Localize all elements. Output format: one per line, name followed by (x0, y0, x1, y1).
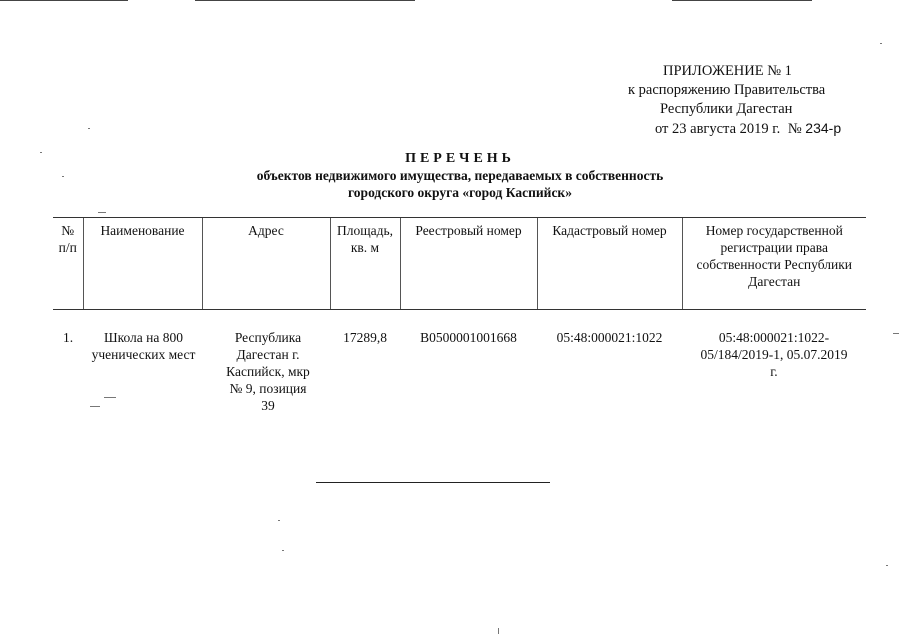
title-main: ПЕРЕЧЕНЬ (405, 151, 515, 166)
header-num: № п/п (53, 218, 83, 310)
scan-speck (104, 397, 116, 398)
cell-name: Школа на 800 ученических мест (91, 330, 196, 362)
scan-speck (498, 628, 499, 634)
appendix-number-sign: № (787, 121, 802, 137)
scan-speck (98, 212, 106, 213)
appendix-title: ПРИЛОЖЕНИЕ № 1 (663, 63, 792, 79)
appendix-republic-line: Республики Дагестан (660, 101, 793, 117)
cell-registry: В0500001001668 (420, 330, 517, 345)
scan-speck (893, 333, 899, 334)
scan-speck (278, 520, 280, 521)
scan-speck (90, 406, 100, 407)
cell-area: 17289,8 (343, 330, 387, 345)
appendix-number: 234-р (805, 120, 842, 136)
header-address: Адрес (202, 218, 330, 310)
appendix-decree-line: к распоряжению Правительства (628, 82, 826, 98)
scan-top-rule-right (672, 0, 812, 1)
scan-speck (62, 176, 64, 177)
scan-speck (88, 128, 90, 129)
appendix-date: от 23 августа 2019 г. (655, 121, 781, 137)
cell-registration: 05:48:000021:1022-05/184/2019-1, 05.07.2019 г. (700, 330, 848, 379)
header-registration: Номер государственной регистрации права собственности Республики Дагестан (682, 218, 866, 310)
header-area: Площадь, кв. м (330, 218, 400, 310)
header-name: Наименование (83, 218, 202, 310)
scan-speck (282, 550, 284, 551)
scan-top-rule-left (0, 0, 128, 1)
scan-speck (880, 43, 882, 44)
header-registry: Реестровый номер (400, 218, 537, 310)
title-line-2: городского округа «город Каспийск» (348, 185, 572, 200)
table-header-row (53, 218, 866, 310)
end-rule (316, 482, 550, 483)
title-line-1: объектов недвижимого имущества, передаваемых в собственность (256, 168, 664, 183)
property-table (53, 217, 866, 414)
appendix-header (560, 62, 860, 139)
cell-num: 1. (62, 330, 74, 345)
scan-speck (886, 565, 888, 566)
table-row (53, 310, 866, 415)
header-cadastral: Кадастровый номер (537, 218, 682, 310)
scan-speck (40, 152, 42, 153)
appendix-date-line (560, 119, 860, 139)
scan-top-rule-mid (195, 0, 415, 1)
document-title (180, 150, 740, 201)
cell-cadastral: 05:48:000021:1022 (556, 330, 663, 345)
cell-address: Республика Дагестан г. Каспийск, мкр № 9, позиция 39 (226, 330, 310, 413)
